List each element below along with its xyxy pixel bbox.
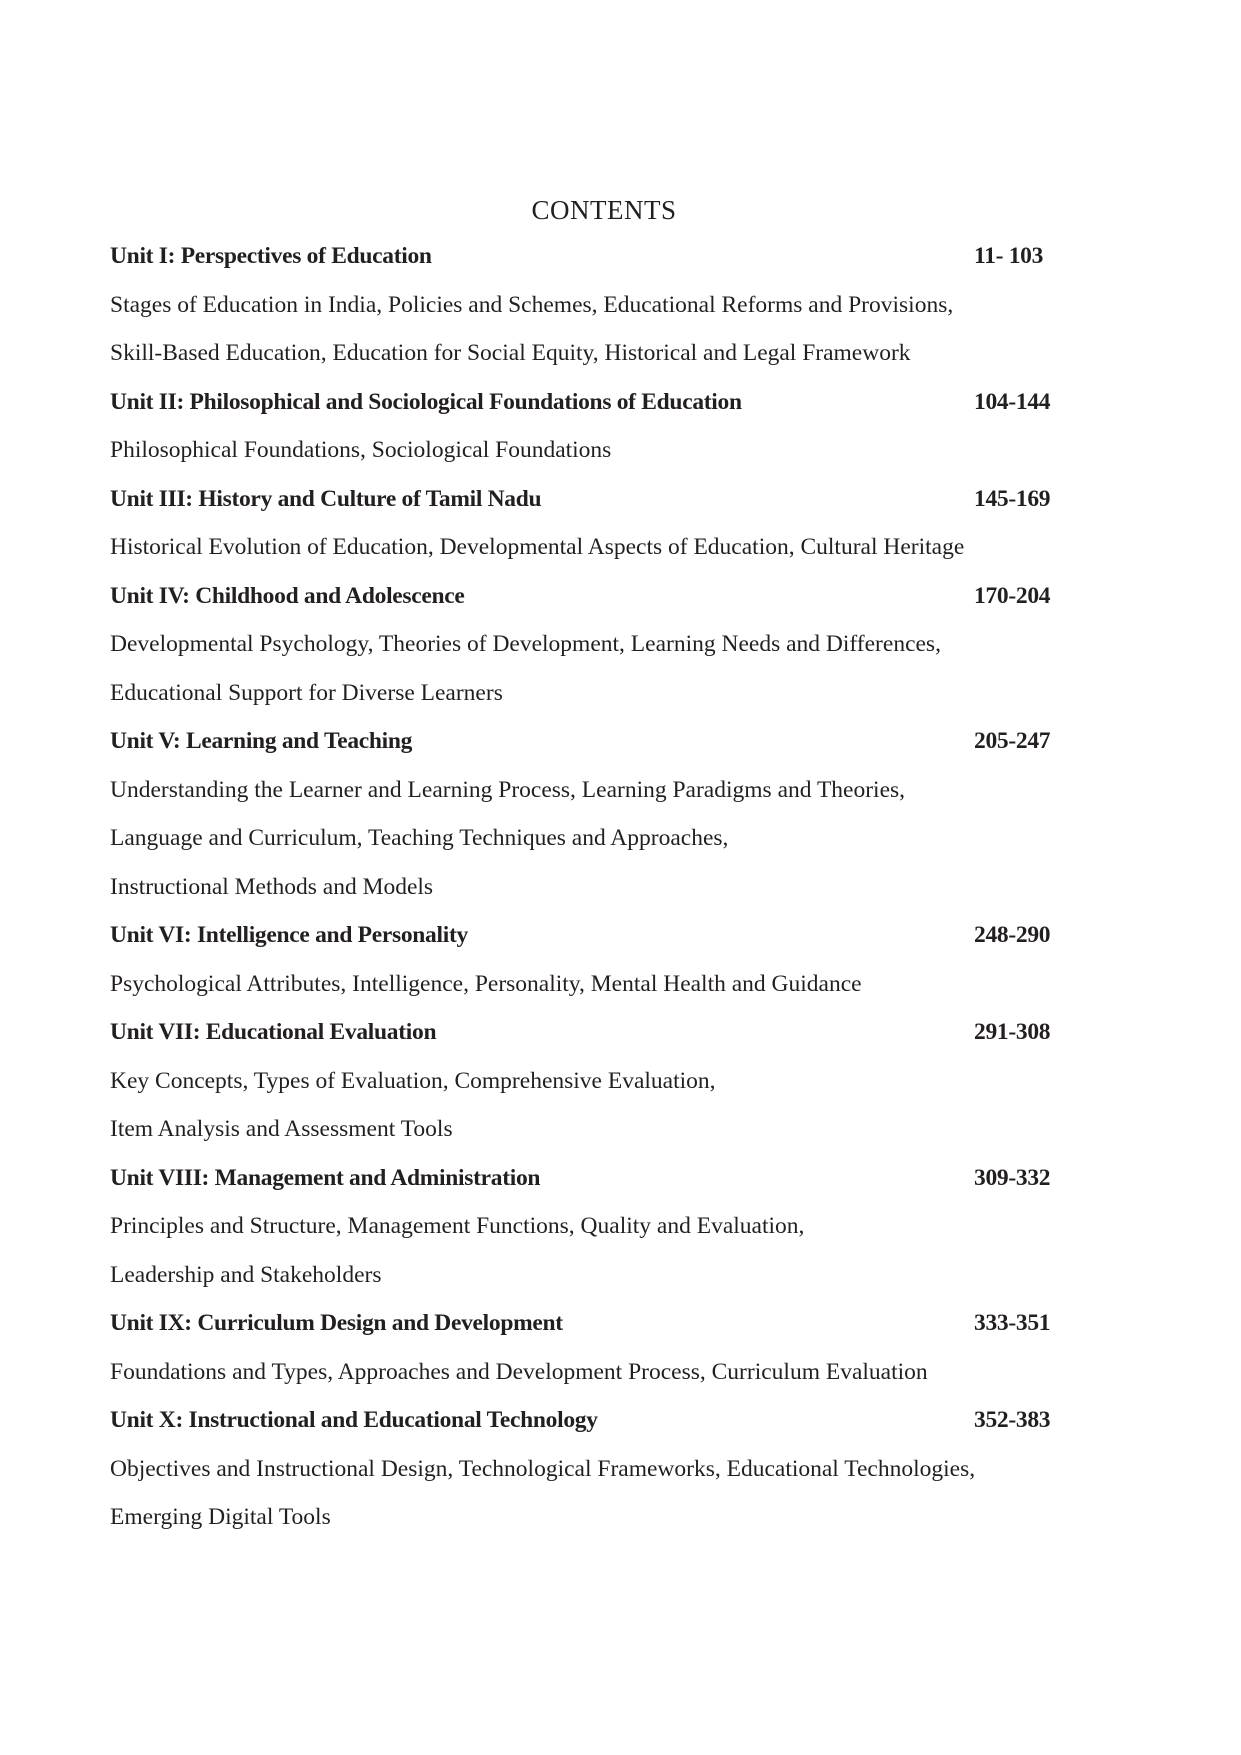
unit-topics-line: Objectives and Instructional Design, Technological Frameworks, Educational Technologies, <box>110 1455 976 1482</box>
unit-heading <box>110 576 1070 625</box>
unit-title: Unit IV: Childhood and Adolescence <box>110 582 465 609</box>
unit-title: Unit VIII: Management and Administration <box>110 1164 541 1191</box>
unit-topics-line: Instructional Methods and Models <box>110 873 434 900</box>
unit-topics-line: Historical Evolution of Education, Developmental Aspects of Education, Cultural Heritage <box>110 534 965 560</box>
unit-title: Unit X: Instructional and Educational Technology <box>110 1407 598 1433</box>
unit-page-range: 309-332 <box>974 1164 1051 1191</box>
unit-topics-line: Foundations and Types, Approaches and Development Process, Curriculum Evaluation <box>110 1358 928 1385</box>
unit-title: Unit IX: Curriculum Design and Development <box>110 1310 563 1336</box>
unit-heading <box>110 479 1070 528</box>
unit-heading <box>110 1400 1070 1449</box>
unit-heading <box>110 721 1070 770</box>
unit-topics-line: Emerging Digital Tools <box>110 1504 331 1530</box>
unit-heading <box>110 236 1070 285</box>
unit-page-range: 104-144 <box>974 388 1051 415</box>
unit-topics-line: Stages of Education in India, Policies and Schemes, Educational Reforms and Provisions, <box>110 291 954 318</box>
unit-topics-line: Key Concepts, Types of Evaluation, Comprehensive Evaluation, <box>110 1067 716 1094</box>
unit-topics-line: Understanding the Learner and Learning Process, Learning Paradigms and Theories, <box>110 776 906 803</box>
unit-heading <box>110 1303 1070 1352</box>
unit-topics-line: Language and Curriculum, Teaching Techniques and Approaches, <box>110 825 729 851</box>
unit-title: Unit VII: Educational Evaluation <box>110 1019 437 1045</box>
unit-title: Unit I: Perspectives of Education <box>110 243 432 269</box>
unit-topics-line: Developmental Psychology, Theories of Development, Learning Needs and Differences, <box>110 631 941 657</box>
unit-page-range: 248-290 <box>974 922 1051 948</box>
unit-title: Unit III: History and Culture of Tamil Nadu <box>110 485 542 512</box>
unit-page-range: 333-351 <box>974 1310 1051 1336</box>
unit-page-range: 291-308 <box>974 1019 1051 1045</box>
unit-topics-line: Principles and Structure, Management Functions, Quality and Evaluation, <box>110 1213 805 1239</box>
unit-title: Unit VI: Intelligence and Personality <box>110 922 468 948</box>
unit-title: Unit V: Learning and Teaching <box>110 728 413 754</box>
unit-page-range: 170-204 <box>974 582 1051 609</box>
unit-page-range: 11- 103 <box>974 243 1044 269</box>
unit-heading <box>110 1012 1070 1061</box>
unit-topics-line: Psychological Attributes, Intelligence, Personality, Mental Health and Guidance <box>110 970 862 997</box>
unit-topics-line: Skill-Based Education, Education for Social Equity, Historical and Legal Framework <box>110 340 911 366</box>
unit-topics-line: Leadership and Stakeholders <box>110 1261 382 1288</box>
page-title: CONTENTS <box>531 195 677 225</box>
unit-page-range: 352-383 <box>974 1407 1051 1433</box>
unit-topics-line: Educational Support for Diverse Learners <box>110 679 503 706</box>
unit-page-range: 145-169 <box>974 485 1051 512</box>
unit-title: Unit II: Philosophical and Sociological Foundations of Education <box>110 388 742 415</box>
unit-page-range: 205-247 <box>974 728 1051 754</box>
unit-heading <box>110 915 1070 964</box>
unit-heading <box>110 382 1070 431</box>
unit-heading <box>110 1158 1070 1207</box>
unit-topics-line: Philosophical Foundations, Sociological Foundations <box>110 437 612 463</box>
table-of-contents <box>110 236 1070 1546</box>
unit-topics-line: Item Analysis and Assessment Tools <box>110 1116 453 1142</box>
